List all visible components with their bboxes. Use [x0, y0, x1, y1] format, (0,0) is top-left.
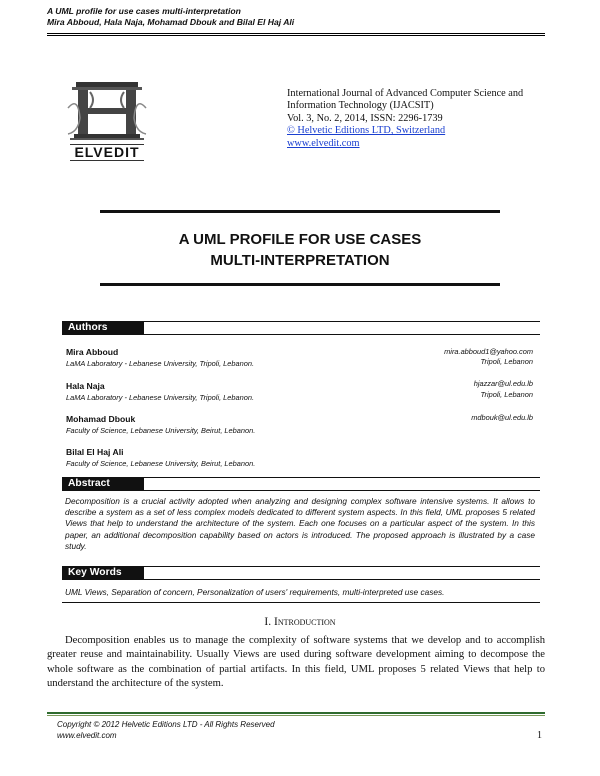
elvedit-logo	[64, 78, 150, 168]
author-location: Tripoli, Lebanon	[480, 357, 533, 366]
footer-site: www.elvedit.com	[57, 731, 117, 740]
introduction-body	[47, 634, 545, 692]
author-name: Bilal El Haj Ali	[66, 447, 124, 457]
keywords-bottom-rule	[62, 602, 540, 603]
publisher-link[interactable]: © Helvetic Editions LTD, Switzerland	[287, 125, 446, 137]
author-name: Mohamad Dbouk	[66, 414, 136, 424]
author-affiliation: LaMA Laboratory - Lebanese University, Tripoli, Lebanon.	[66, 359, 255, 368]
running-header-authors: Mira Abboud, Hala Naja, Mohamad Dbouk and Bilal El Haj Ali	[47, 17, 295, 27]
author-name: Mira Abboud	[66, 347, 119, 357]
journal-name: International Journal of Advanced Computer Science and Information Technology (IJACSIT)	[287, 88, 524, 112]
footer	[57, 719, 275, 741]
header-rule-thin	[47, 35, 545, 36]
keywords-section-header: Key Words	[62, 566, 144, 579]
author-email: mdbouk@ul.edu.lb	[471, 413, 533, 422]
introduction-heading: I. Introduction	[264, 616, 336, 628]
abstract-header-rule	[144, 477, 540, 478]
footer-rule	[47, 712, 545, 714]
author-name: Hala Naja	[66, 381, 105, 391]
running-header	[47, 6, 294, 28]
author-affiliation: LaMA Laboratory - Lebanese University, Tripoli, Lebanon.	[66, 393, 255, 402]
introduction-paragraph: Decomposition enables us to manage the complexity of software systems that we develop and to accomplish greater reuse and maintainability. Usually Views are used during software development aiming to decompose the whole software as the combination of partial artifacts. In this field, UML proposes 5 related Views that help to understand the architecture of the system.	[47, 635, 545, 690]
abstract-text: Decomposition is a crucial activity adopted when analyzing and designing complex software intensive systems. It allows to describe a system as a set of less complex models dedicated to different system aspects. In this field, UML proposes 5 related Views that help to understand the architecture of the system. Each one focuses on a particular aspect of the system. In this paper, an additional decomposition capability based on actors is introduced. The proposed approach is illustrated by a case study.	[65, 496, 535, 551]
keywords-header-rule	[144, 566, 540, 567]
page-number: 1	[537, 730, 542, 741]
journal-info	[287, 88, 547, 150]
author-affiliation: Faculty of Science, Lebanese University, Beirut, Lebanon.	[66, 426, 256, 435]
header-rule	[47, 33, 545, 34]
abstract-section-header: Abstract	[62, 477, 144, 490]
keywords-header-underline	[62, 579, 540, 580]
title-bottom-rule	[100, 283, 500, 286]
running-header-title: A UML profile for use cases multi-interpretation	[47, 6, 241, 16]
title-top-rule	[100, 210, 500, 213]
keywords-text: UML Views, Separation of concern, Personalization of users' requirements, multi-interpreted use cases.	[65, 587, 445, 597]
authors-header-rule	[144, 321, 540, 322]
author-email: hjazzar@ul.edu.lb	[473, 379, 533, 388]
author-email: mira.abboud1@yahoo.com	[444, 347, 533, 356]
footer-rule-thin	[47, 715, 545, 716]
abstract-header-underline	[62, 490, 540, 491]
authors-header-underline	[62, 334, 540, 335]
authors-section-header: Authors	[62, 321, 144, 334]
journal-volume: Vol. 3, No. 2, 2014, ISSN: 2296-1739	[287, 112, 443, 124]
logo-text: ELVEDIT	[70, 144, 144, 161]
author-location: Tripoli, Lebanon	[480, 390, 533, 399]
paper-title: A UML PROFILE FOR USE CASES MULTI-INTERPRETATION	[178, 231, 422, 269]
footer-copyright: Copyright © 2012 Helvetic Editions LTD - All Rights Reserved	[57, 720, 275, 729]
author-affiliation: Faculty of Science, Lebanese University, Beirut, Lebanon.	[66, 459, 256, 468]
website-link[interactable]: www.elvedit.com	[287, 137, 360, 149]
